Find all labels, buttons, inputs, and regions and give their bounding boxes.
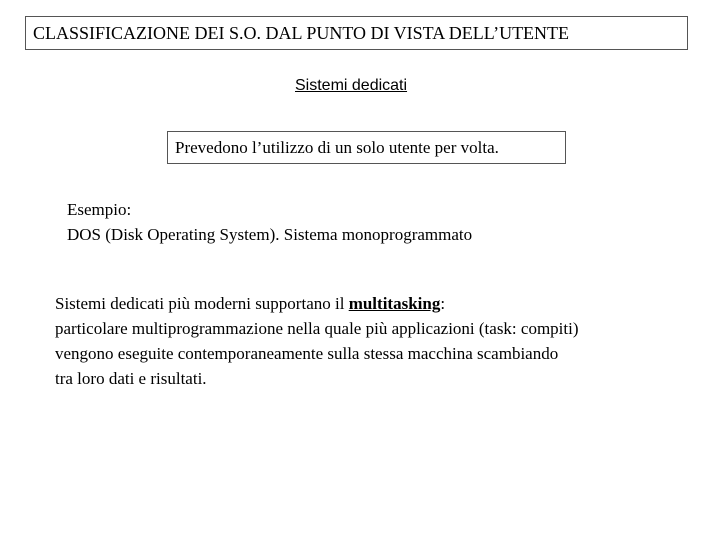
multitasking-keyword: multitasking [348,294,441,313]
example-text: DOS (Disk Operating System). Sistema monoprogrammato [67,225,473,244]
example-block [67,197,472,247]
multitasking-paragraph [55,291,579,391]
section-subtitle: Sistemi dedicati [295,77,408,94]
slide-title: CLASSIFICAZIONE DEI S.O. DAL PUNTO DI VISTA DELL’UTENTE [33,23,570,43]
definition-box [167,131,566,164]
paragraph-line-2: particolare multiprogrammazione nella quale più applicazioni (task: compiti) [55,319,579,338]
paragraph-line-1 [55,291,579,316]
example-label: Esempio: [67,200,132,219]
paragraph-line-3: vengono eseguite contemporaneamente sulla stessa macchina scambiando [55,344,559,363]
definition-text: Prevedono l’utilizzo di un solo utente per volta. [175,138,499,157]
slide-title-box [25,16,688,50]
paragraph-line-4: tra loro dati e risultati. [55,369,207,388]
paragraph-intro: Sistemi dedicati più moderni supportano il [55,294,349,313]
paragraph-colon: : [440,294,446,313]
